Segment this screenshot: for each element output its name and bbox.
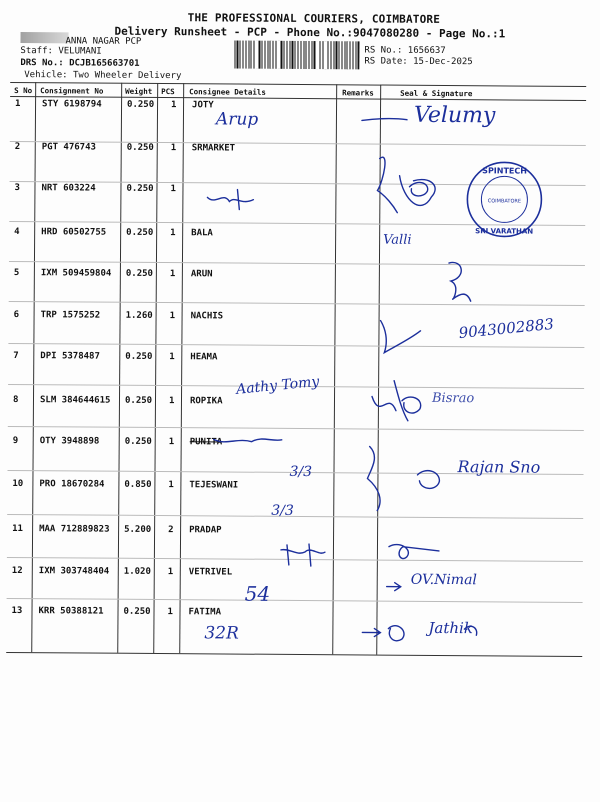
cell-pcs: 1 [169,269,176,280]
handwritten-phone: 9043002883 [457,314,555,343]
cell-pcs: 1 [167,567,174,578]
cell-consignee: FATIMA [188,607,222,618]
stamp-bottom-text: SRI VARATHAN [475,227,534,236]
cell-pcs: 1 [167,607,173,618]
rs-number: RS No.: 1656637 [364,45,446,57]
handwritten-signature: Jathik [428,618,474,638]
cell-pcs: 1 [170,143,177,154]
rs-date: RS Date: 15-Dec-2025 [364,56,473,68]
cell-consignment: OTY 3948898 [39,436,100,447]
cell-consignment: TRP 1575252 [40,310,101,321]
cell-weight: 0.850 [124,479,152,490]
cell-pcs: 1 [169,311,176,322]
runsheet-title: Delivery Runsheet - PCP - Phone No.:9047080280 - Page No.:1 [114,24,506,41]
company-title: THE PROFESSIONAL COURIERS, COIMBATORE [187,11,441,26]
company-stamp [464,159,545,240]
staff-name: Staff: VELUMANI [20,46,102,57]
cell-weight: 1.020 [123,566,151,577]
cell-sno: 5 [13,267,20,279]
cell-consignee: BALA [191,228,213,239]
cell-weight: 0.250 [127,99,155,110]
cell-consignment: PRO 18670284 [39,479,105,490]
cell-consignment: HRD 60502755 [41,227,107,238]
cell-consignment: SLM 384644615 [39,395,111,406]
cell-pcs: 1 [170,228,176,239]
handwritten-signature: OV.Nimal [410,571,477,589]
cell-sno: 2 [14,142,21,153]
cell-pcs: 1 [170,184,176,195]
handwritten-signature: Rajan Sno [457,457,541,477]
cell-sno: 8 [12,394,19,406]
handwritten-signature: Valli [383,232,412,248]
branch-name: ANNA NAGAR PCP [65,36,142,47]
col-header-remarks: Remarks [342,88,374,98]
col-header-weight: Weight [125,86,153,96]
cell-consignee: VETRIVEL [188,567,233,578]
cell-weight: 0.250 [126,183,154,194]
cell-consignment: KRR 50388121 [38,606,104,617]
col-header-seal: Seal & Signature [400,88,473,99]
cell-consignee: TEJESWANI [189,480,239,491]
cell-consignee: HEAMA [190,352,218,363]
cell-sno: 11 [12,523,23,535]
cell-sno: 12 [11,565,23,577]
cell-pcs: 2 [168,525,174,536]
cell-weight: 0.250 [125,268,154,279]
cell-weight: 0.250 [123,606,151,617]
cell-sno: 9 [12,435,19,447]
col-header-consignee: Consignee Details [189,87,266,97]
cell-consignee: NACHIS [190,311,224,322]
cell-sno: 3 [14,183,20,194]
cell-sno: 1 [15,99,21,110]
handwritten-signature: Bisrao [431,390,475,407]
cell-consignee: ROPIKA [189,396,223,407]
handwritten-date: 3/3 [289,463,313,481]
cell-consignee: ARUN [190,269,213,280]
cell-consignment: NRT 603224 [41,183,96,194]
cell-weight: 1.260 [125,310,153,321]
cell-sno: 10 [12,478,24,490]
cell-consignee: PRADAP [189,525,222,536]
cell-sno: 7 [13,350,19,362]
cell-sno: 13 [11,605,23,617]
cell-pcs: 1 [171,100,177,111]
stamp-top-text: SPINTECH [482,166,528,176]
cell-weight: 0.250 [124,436,152,447]
col-header-sno: S No [14,85,33,96]
cell-weight: 0.250 [126,142,154,153]
vehicle-type: Vehicle: Two Wheeler Delivery [24,70,182,82]
handwritten-note: 32R [204,623,239,644]
cell-weight: 0.250 [124,395,153,406]
cell-sno: 4 [14,227,20,238]
handwritten-date: 3/3 [271,502,294,519]
cell-consignment: MAA 712889823 [39,524,110,535]
handwritten-name: Aathy Tomy [235,373,321,398]
stamp-center-text: COIMBATORE [487,198,522,205]
cell-pcs: 1 [168,396,175,407]
cell-consignee: PUNITA [189,437,223,448]
cell-pcs: 1 [169,352,175,363]
cell-consignment: IXM 303748404 [38,566,110,577]
drs-number: DRS No.: DCJB165663701 [20,58,140,69]
cell-weight: 0.250 [125,351,153,362]
cell-pcs: 1 [168,437,175,448]
cell-weight: 0.250 [126,227,154,238]
cell-consignee: JOTY [192,100,214,111]
cell-weight: 5.200 [124,524,152,535]
cell-sno: 6 [13,309,20,321]
cell-consignment: STY 6198794 [42,99,102,110]
cell-consignee: SRMARKET [191,143,236,154]
handwritten-name: Arup [215,109,259,130]
handwritten-signature: Velumy [413,102,496,129]
cell-consignment: DPI 5378487 [40,351,100,362]
cell-consignment: PGT 476743 [41,142,96,153]
handwritten-note: 54 [244,581,271,606]
cell-pcs: 1 [168,480,174,491]
col-header-pcs: PCS [161,87,175,97]
cell-consignment: IXM 509459804 [40,268,112,279]
col-header-consignment: Consignment No [40,86,104,96]
